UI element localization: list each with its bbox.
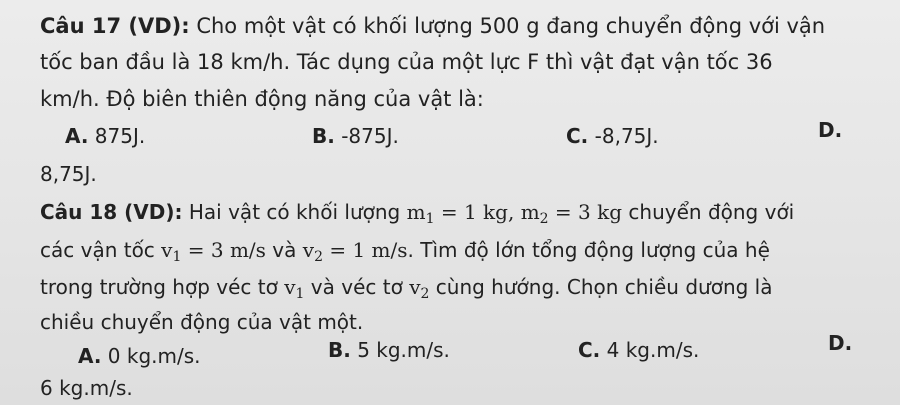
q18-line-4: chiều chuyển động của vật một. [40, 310, 364, 334]
q17-line-1-text: Cho một vật có khối lượng 500 g đang chuyển động với vận [189, 14, 826, 38]
q18-v2-ref-sub: 2 [420, 285, 430, 302]
q17-option-c [566, 126, 659, 146]
q18-v2-symbol: v [302, 238, 315, 262]
q18-m2-value: = 3 kg [548, 200, 623, 224]
q18-line-1-b: chuyển động với [622, 200, 795, 224]
q18-line-2-b: . Tìm độ lớn tổng động lượng của hệ [407, 238, 770, 262]
q18-v2-value: = 1 m/s [322, 238, 408, 262]
q18-line-3-mid: và véc tơ [304, 275, 410, 299]
q18-option-a-text: 0 kg.m/s. [101, 344, 201, 368]
q18-option-b [328, 340, 450, 360]
q18-option-b-text: 5 kg.m/s. [350, 338, 450, 362]
q17-option-a [65, 126, 145, 146]
q18-option-d-label: D. [828, 331, 853, 355]
q18-m1-symbol: m [406, 200, 426, 224]
q18-v1-ref-symbol: v [284, 275, 296, 299]
q17-line-1 [40, 16, 825, 37]
q17-option-a-text: 875J. [88, 124, 146, 148]
q17-option-d-label: D. [818, 118, 843, 142]
q17-option-c-label: C. [566, 124, 589, 148]
q18-m1 [406, 200, 623, 227]
q18-v1-ref [284, 275, 305, 302]
q18-option-c [578, 340, 699, 360]
q18-m2-sub: 2 [539, 210, 549, 227]
q17-option-b-label: B. [312, 124, 335, 148]
q18-m1-value: = 1 kg, [434, 200, 521, 224]
q17-option-a-label: A. [65, 124, 89, 148]
q18-v1 [161, 238, 266, 265]
q18-line-2 [40, 238, 770, 265]
q17-option-d-label-wrap [818, 120, 842, 140]
q18-line-3-a: trong trường hợp véc tơ [40, 275, 285, 299]
q18-v2 [302, 238, 408, 265]
q18-option-c-text: 4 kg.m/s. [600, 338, 700, 362]
q18-option-d-label-wrap [828, 333, 852, 353]
q17-line-3: km/h. Độ biên thiên động năng của vật là: [40, 87, 484, 111]
q18-line-3-b: cùng hướng. Chọn chiều dương là [429, 275, 773, 299]
q17-line-2: tốc ban đầu là 18 km/h. Tác dụng của một lực F thì vật đạt vận tốc 36 [40, 50, 773, 74]
q18-m1-sub: 1 [425, 210, 435, 227]
q17-option-b [312, 126, 399, 146]
q18-option-a [78, 346, 201, 366]
q17-option-d-text: 8,75J. [40, 162, 97, 186]
q17-option-c-text: -8,75J. [588, 124, 659, 148]
q18-m2-symbol: m [520, 200, 540, 224]
q18-v1-symbol: v [161, 238, 173, 262]
q18-v2-sub: 2 [314, 248, 323, 265]
q18-line-1-a: Hai vật có khối lượng [182, 200, 407, 224]
q18-v1-ref-sub: 1 [295, 285, 305, 302]
q18-option-a-label: A. [78, 344, 102, 368]
q18-v1-sub: 1 [172, 248, 182, 265]
q18-v2-ref [409, 275, 430, 302]
q18-option-d-text: 6 kg.m/s. [40, 376, 133, 400]
q18-line-2-a: các vận tốc [40, 238, 162, 262]
q18-heading: Câu 18 (VD): [40, 200, 183, 224]
q18-line-1 [40, 200, 795, 227]
q18-v1-value: = 3 m/s [181, 238, 266, 262]
q18-option-b-label: B. [328, 338, 351, 362]
q17-heading: Câu 17 (VD): [40, 14, 190, 38]
q18-line-2-and: và [265, 238, 303, 262]
q17-option-b-text: -875J. [334, 124, 399, 148]
q18-option-c-label: C. [578, 338, 601, 362]
q18-v2-ref-symbol: v [409, 275, 421, 299]
q18-line-3 [40, 275, 773, 302]
